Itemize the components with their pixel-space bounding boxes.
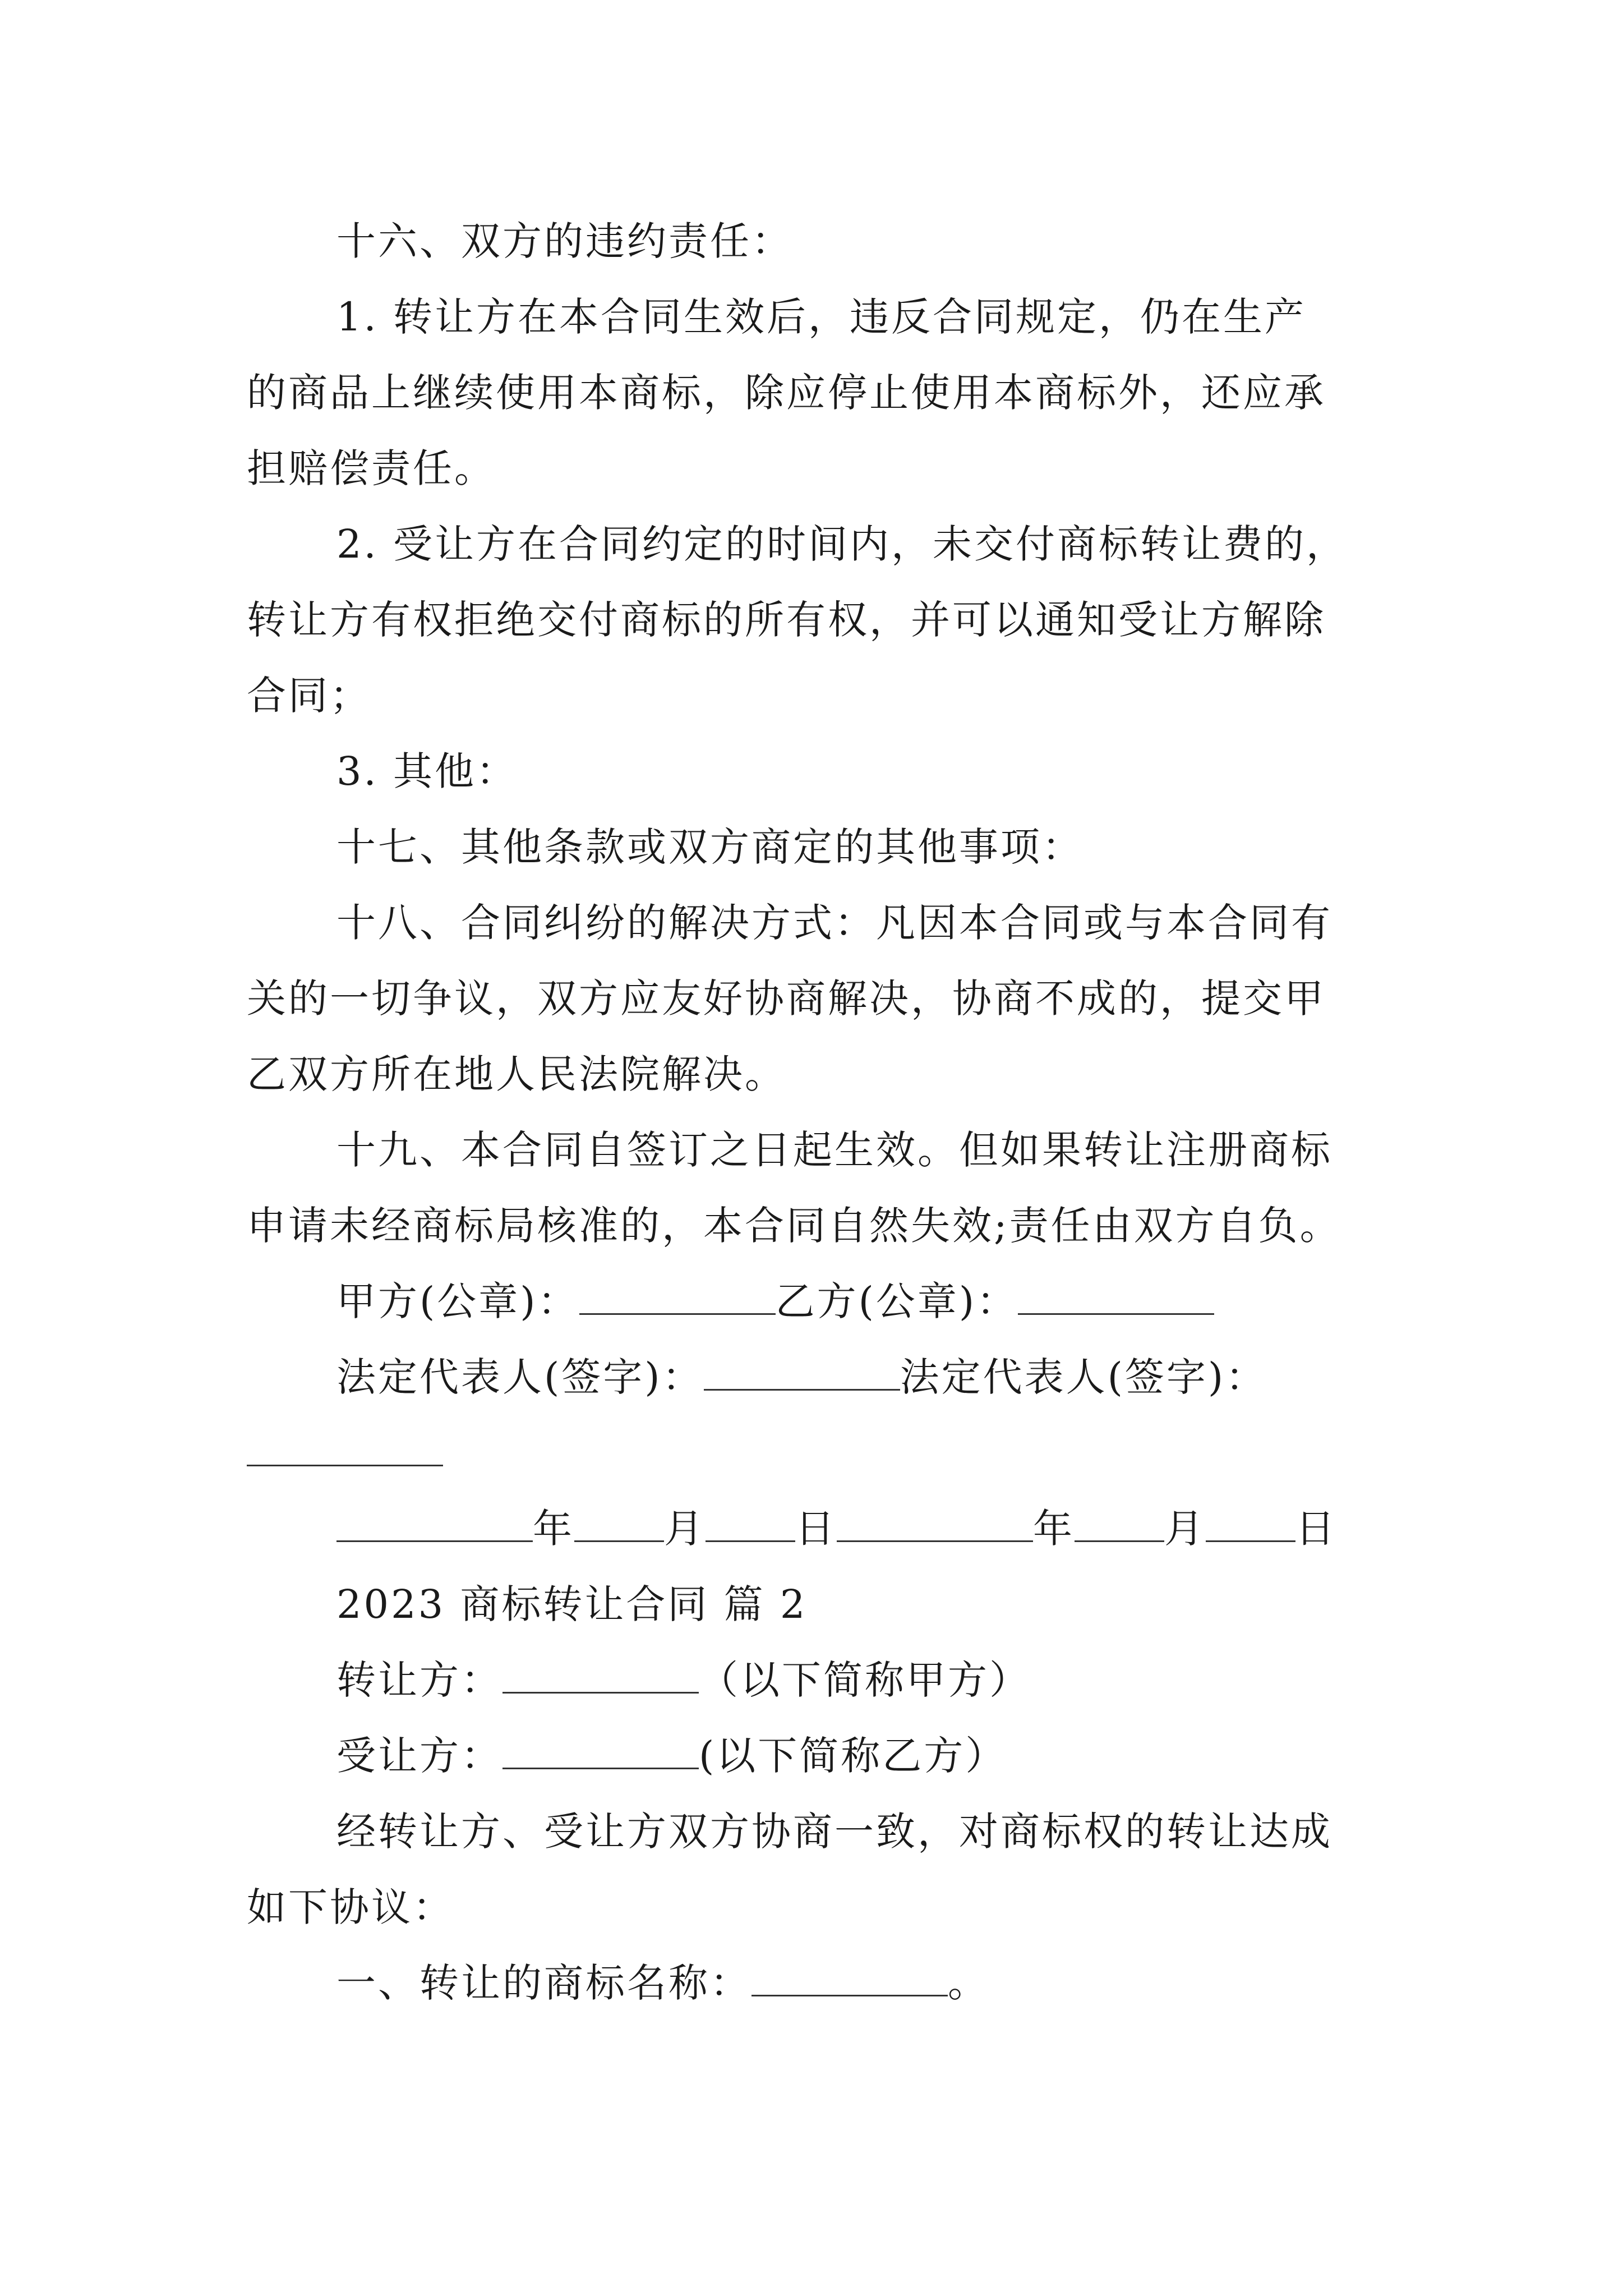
party-b-seal-blank: [1018, 1274, 1214, 1315]
item-1-line: [336, 1955, 989, 2011]
clause-16-item-1-line-2: 的商品上继续使用本商标，除应停止使用本商标外，还应承: [247, 370, 1326, 416]
date-b-year-blank: [837, 1501, 1033, 1542]
clause-16-item-2-line-2: 转让方有权拒绝交付商标的所有权，并可以通知受让方解除: [247, 597, 1326, 643]
intro-line-1: 经转让方、受让方双方协商一致，对商标权的转让达成: [336, 1809, 1332, 1855]
transferee-blank: [502, 1728, 699, 1769]
clause-19-line-1: 十九、本合同自签订之日起生效。但如果转让注册商标: [336, 1127, 1332, 1173]
item-1-end: 。: [948, 1960, 989, 2006]
party-b-seal-label: 乙方(公章)：: [775, 1278, 1018, 1324]
seal-line: [336, 1273, 1214, 1329]
date-b-day-blank: [1206, 1501, 1295, 1542]
clause-16-item-1-line-3: 担赔偿责任。: [247, 445, 496, 491]
date-line: [336, 1501, 1337, 1557]
date-a-day-blank: [706, 1501, 795, 1542]
section-2-title: 2023 商标转让合同 篇 2: [336, 1581, 808, 1627]
date-a-month-blank: [574, 1501, 664, 1542]
date-b-year-label: 年: [1033, 1506, 1075, 1552]
date-a-day-label: 日: [795, 1506, 837, 1552]
clause-16-item-2-line-1: 2. 受让方在合同约定的时间内，未交付商标转让费的，: [336, 521, 1348, 567]
clause-18-line-1: 十八、合同纠纷的解决方式：凡因本合同或与本合同有: [336, 900, 1332, 946]
clause-19-line-2: 申请未经商标局核准的，本合同自然失效;责任由双方自负。: [247, 1203, 1341, 1249]
transferor-line: [336, 1652, 1031, 1708]
party-b-rep-label: 法定代表人(签字)：: [900, 1354, 1267, 1400]
intro-line-2: 如下协议：: [247, 1884, 454, 1930]
transferee-line: [336, 1728, 1007, 1784]
party-b-rep-blank: [247, 1425, 443, 1466]
clause-16-item-2-line-3: 合同；: [247, 673, 371, 719]
transferor-blank: [502, 1653, 699, 1694]
clause-17: 十七、其他条款或双方商定的其他事项：: [336, 824, 1083, 870]
party-a-seal-label: 甲方(公章)：: [336, 1278, 579, 1324]
clause-16-item-3: 3. 其他：: [336, 748, 518, 794]
transferee-note: (以下简称乙方）: [699, 1733, 1007, 1779]
trademark-name-blank: [751, 1955, 948, 1996]
date-a-month-label: 月: [664, 1506, 706, 1552]
item-1-label: 一、转让的商标名称：: [336, 1960, 751, 2006]
representative-blank-line: [247, 1425, 443, 1481]
clause-18-line-3: 乙双方所在地人民法院解决。: [247, 1051, 786, 1097]
date-b-month-blank: [1075, 1501, 1164, 1542]
clause-16-item-1-line-1: 1. 转让方在本合同生效后，违反合同规定，仍在生产: [336, 294, 1307, 340]
party-a-rep-label: 法定代表人(签字)：: [336, 1354, 704, 1400]
date-a-year-label: 年: [533, 1506, 574, 1552]
party-a-rep-blank: [704, 1350, 900, 1391]
transferor-note: （以下简称甲方）: [699, 1657, 1031, 1703]
clause-16-heading: 十六、双方的违约责任：: [336, 218, 793, 264]
clause-18-line-2: 关的一切争议，双方应友好协商解决，协商不成的，提交甲: [247, 976, 1326, 1022]
party-a-seal-blank: [579, 1274, 776, 1315]
transferee-label: 受让方：: [336, 1733, 502, 1779]
representative-line: [336, 1349, 1267, 1405]
date-a-year-blank: [336, 1501, 533, 1542]
date-b-day-label: 日: [1295, 1506, 1337, 1552]
transferor-label: 转让方：: [336, 1657, 502, 1703]
date-b-month-label: 月: [1164, 1506, 1206, 1552]
